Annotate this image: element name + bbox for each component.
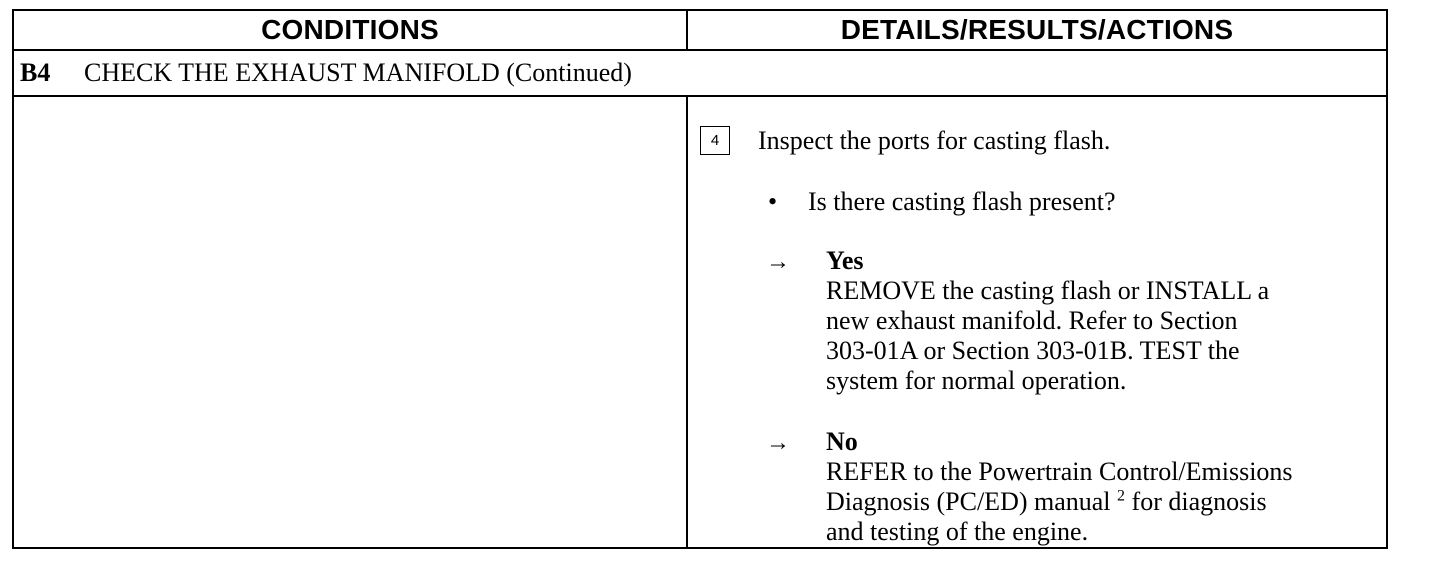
yes-action-line: new exhaust manifold. Refer to Section — [826, 306, 1238, 335]
no-action-text: for diagnosis — [1125, 487, 1267, 516]
yes-action-line: system for normal operation. — [826, 366, 1127, 395]
no-action-line — [826, 487, 1386, 517]
details-results-actions-header: DETAILS/RESULTS/ACTIONS — [688, 11, 1386, 51]
no-arrow-icon: → — [766, 430, 790, 456]
section-row — [14, 51, 1386, 97]
no-action-text: Diagnosis (PC/ED) manual — [826, 487, 1111, 516]
step-number-box: 4 — [700, 126, 730, 155]
yes-action-line: REMOVE the casting flash or INSTALL a — [826, 276, 1270, 305]
conditions-header: CONDITIONS — [14, 11, 688, 51]
diagnostic-table — [12, 9, 1388, 549]
no-action-line: REFER to the Powertrain Control/Emissions — [826, 457, 1293, 486]
conditions-cell — [14, 97, 688, 547]
footnote-reference: 2 — [1117, 487, 1126, 505]
step-question: Is there casting flash present? — [808, 187, 1116, 216]
details-cell — [690, 97, 1386, 547]
yes-arrow-icon: → — [766, 249, 790, 275]
no-action-line: and testing of the engine. — [826, 517, 1089, 546]
no-label: No — [826, 427, 858, 456]
bullet-icon: • — [768, 187, 778, 216]
no-answer — [826, 427, 1386, 547]
section-title: CHECK THE EXHAUST MANIFOLD (Continued) — [84, 58, 632, 87]
section-code: B4 — [20, 58, 51, 87]
step-instruction: Inspect the ports for casting flash. — [758, 126, 1111, 155]
yes-action-line: 303-01A or Section 303-01B. TEST the — [826, 336, 1240, 365]
yes-label: Yes — [826, 246, 864, 275]
yes-answer — [826, 246, 1386, 396]
